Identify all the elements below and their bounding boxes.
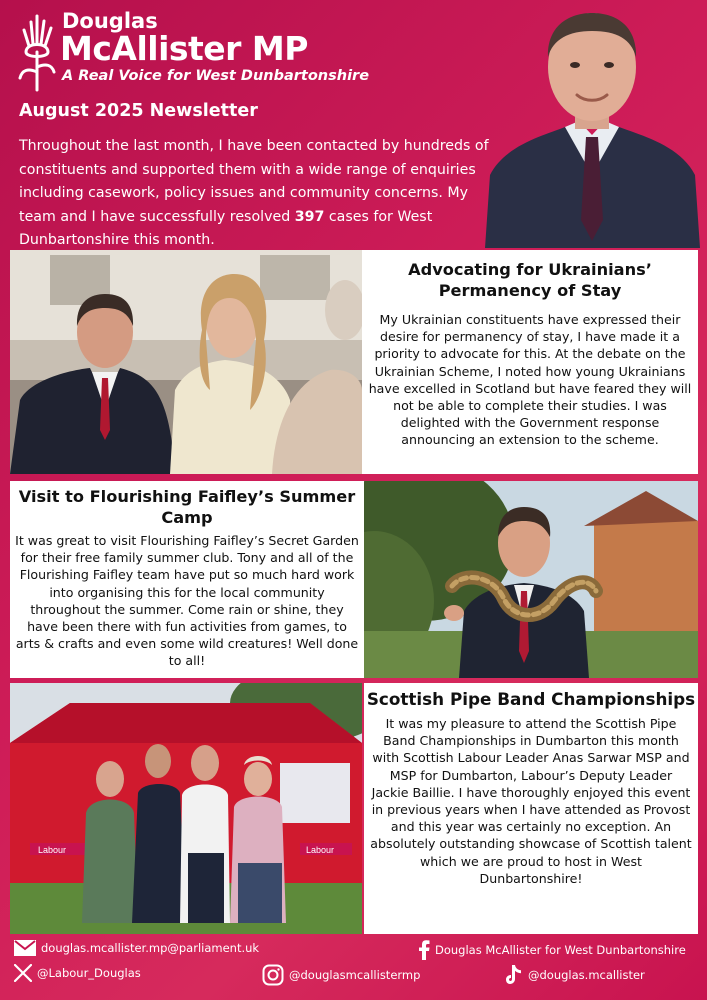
footer-x-text: @Labour_Douglas [37, 966, 141, 980]
mp-portrait [485, 5, 700, 248]
footer-instagram-text: @douglasmcallistermp [289, 968, 421, 982]
labour-banner-right: Labour [306, 845, 335, 855]
x-icon [14, 964, 32, 982]
section-pipe-band-body: It was my pleasure to attend the Scottish Pipe Band Championships in Dumbarton this month with Scottish Labour Leader Anas Sarwar MSP and MSP for Dumbarton, Labour’s Deputy Leader Jackie Baillie. I have thoroughly enjoyed this event in previous years when I have attended as Provost and this year was certainly no exception. An absolutely outstanding showcase of Scottish talent which we are proud to host in West Dunbartonshire! [370, 716, 692, 886]
footer-facebook-text: Douglas McAllister for West Dunbartonshire [435, 943, 686, 957]
section-ukrainians-title: Advocating for Ukrainians’ Permanency of Stay [408, 260, 652, 300]
photo-faifley-snake [364, 481, 698, 678]
footer-email[interactable] [14, 940, 259, 956]
envelope-icon [14, 940, 36, 956]
thistle-logo-icon [16, 12, 58, 92]
newsletter-title: August 2025 Newsletter [19, 101, 258, 121]
brand-first-name: Douglas [62, 9, 158, 33]
section-ukrainians [362, 250, 698, 474]
tiktok-icon [505, 964, 523, 986]
footer-facebook[interactable] [418, 940, 686, 960]
intro-text-start: Throughout the last month, I have been contacted by hundreds of constituents and supported them with a wide range of enquiries including casework, policy issues and community concerns. My team and I have successfully resolved [19, 138, 489, 225]
brand-tagline: A Real Voice for West Dunbartonshire [62, 68, 370, 84]
section-faifley-body: It was great to visit Flourishing Faifley’s Secret Garden for their free family summer club. Tony and all of the Flourishing Faifley team have put so much hard work into organising this for the local community throughout the summer. Come rain or shine, they have been there with fun activities from games, to arts & crafts and even some wild creatures! Well done to all! [15, 533, 359, 669]
photo-pipe-band-tent [10, 683, 362, 934]
photo-ukrainian-event [10, 250, 362, 474]
footer-instagram[interactable] [262, 964, 420, 986]
footer-tiktok-text: @douglas.mcallister [528, 968, 645, 982]
footer-email-text: douglas.mcallister.mp@parliament.uk [41, 941, 260, 955]
instagram-icon [262, 964, 284, 986]
brand-name: McAllister MP [60, 29, 308, 68]
section-pipe-band [364, 683, 698, 934]
footer-x[interactable] [14, 964, 141, 982]
section-faifley [10, 481, 364, 678]
labour-banner-left: Labour [38, 845, 67, 855]
section-pipe-band-title: Scottish Pipe Band Championships [366, 689, 696, 709]
facebook-icon [418, 940, 430, 960]
section-faifley-title: Visit to Flourishing Faifley’s Summer Camp [18, 487, 356, 527]
section-ukrainians-body: My Ukrainian constituents have expressed their desire for permanency of stay, I have made it a priority to advocate for this. At the debate on the Ukrainian Scheme, I noted how young Ukrainians have excelled in Scotland but have feared they will not be able to complete their studies. I was delighted with the Government response announcing an extension to the scheme. [368, 312, 692, 448]
intro-paragraph [19, 135, 489, 253]
intro-text-end: cases for West Dunbartonshire this month. [19, 208, 433, 249]
cases-count: 397 [294, 208, 325, 225]
footer-tiktok[interactable] [505, 964, 645, 986]
